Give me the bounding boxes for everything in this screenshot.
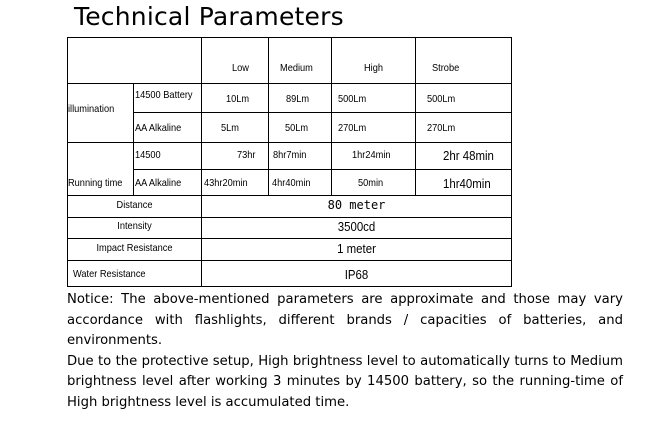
table-cell: 1hr40min bbox=[443, 176, 491, 191]
table-line bbox=[268, 37, 269, 195]
table-line bbox=[67, 238, 512, 239]
column-header-high: High bbox=[364, 62, 384, 74]
table-border-left bbox=[67, 37, 68, 287]
table-line bbox=[67, 260, 512, 261]
table-line bbox=[133, 169, 512, 170]
table-line bbox=[133, 112, 512, 113]
row-label-water: Water Resistance bbox=[73, 268, 146, 280]
table-cell: 2hr 48min bbox=[443, 148, 494, 163]
table-cell: 4hr40min bbox=[272, 177, 311, 189]
table-line bbox=[331, 37, 332, 195]
row-label-impact: Impact Resistance bbox=[96, 242, 173, 254]
table-line bbox=[133, 83, 134, 195]
table-line bbox=[201, 37, 202, 287]
table-line bbox=[67, 217, 512, 218]
value-water: IP68 bbox=[344, 267, 369, 282]
table-cell: 89Lm bbox=[286, 93, 310, 105]
table-line bbox=[415, 37, 416, 195]
table-border-bottom bbox=[67, 286, 512, 287]
table-cell: 1hr24min bbox=[352, 149, 391, 161]
battery-label: AA Alkaline bbox=[135, 177, 182, 189]
battery-label: AA Alkaline bbox=[135, 122, 182, 134]
value-intensity: 3500cd bbox=[337, 219, 376, 234]
row-group-label: Running time bbox=[68, 177, 123, 189]
column-header-low: Low bbox=[232, 62, 249, 74]
page-title: Technical Parameters bbox=[74, 2, 344, 31]
table-cell: 500Lm bbox=[338, 93, 367, 105]
row-group-label: illumination bbox=[68, 103, 115, 115]
table-cell: 270Lm bbox=[427, 122, 456, 134]
table-cell: 8hr7min bbox=[273, 149, 307, 161]
value-impact: 1 meter bbox=[337, 241, 376, 256]
table-line bbox=[67, 195, 512, 196]
column-header-strobe: Strobe bbox=[432, 62, 460, 74]
notice-paragraph: Notice: The above-mentioned parameters are approximate and those may vary accordance with flashlights, different brands / capacities of batteries, and environments. bbox=[67, 292, 623, 348]
table-cell: 43hr20min bbox=[204, 177, 248, 189]
table-cell: 73hr bbox=[237, 149, 256, 161]
column-header-medium: Medium bbox=[280, 62, 313, 74]
table-border-right bbox=[511, 37, 512, 287]
table-border-top bbox=[67, 37, 512, 38]
row-label-intensity: Intensity bbox=[117, 220, 152, 232]
value-distance: 80 meter bbox=[327, 198, 386, 212]
battery-label: 14500 Battery bbox=[135, 89, 193, 101]
battery-label: 14500 bbox=[135, 149, 161, 161]
table-cell: 500Lm bbox=[427, 93, 456, 105]
notice-text bbox=[67, 290, 623, 413]
table-cell: 50min bbox=[358, 177, 384, 189]
table-cell: 50Lm bbox=[285, 122, 309, 134]
table-cell: 10Lm bbox=[226, 93, 250, 105]
notice-paragraph: Due to the protective setup, High brightness level to automatically turns to Medium brightness level after working 3 minutes by 14500 battery, so the running-time of High brightness level is accumulated time. bbox=[67, 353, 623, 410]
table-cell: 5Lm bbox=[221, 122, 239, 134]
table-cell: 270Lm bbox=[338, 122, 367, 134]
row-label-distance: Distance bbox=[116, 199, 153, 211]
